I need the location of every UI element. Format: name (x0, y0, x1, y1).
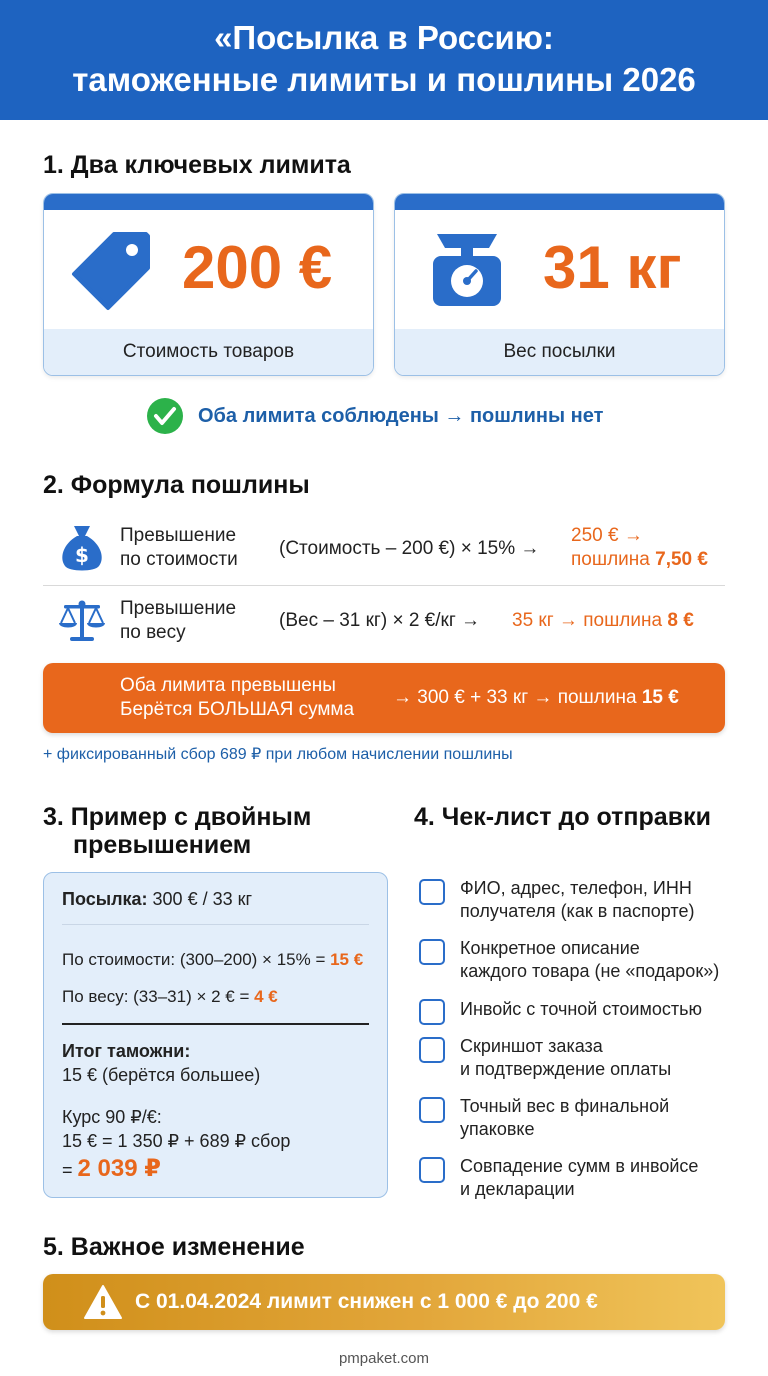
by-weight-line (62, 985, 278, 1009)
both-result-prefix: → 300 € + 33 кг → пошлина (393, 687, 642, 708)
checklist-item-text: Конкретное описание каждого товара (не «подарок») (460, 938, 720, 981)
checklist-item-text: Точный вес в финальной упаковке (460, 1096, 670, 1139)
rate-line: Курс 90 ₽/€: (62, 1107, 162, 1127)
section2-title: 2. Формула пошлины (43, 471, 310, 499)
example-box (43, 872, 388, 1198)
card-top-bar (395, 194, 724, 210)
svg-text:$: $ (75, 543, 89, 567)
weight-limit-card (394, 193, 725, 376)
equals-sign: = (62, 1160, 78, 1180)
checkbox[interactable] (419, 1157, 445, 1183)
price-tag-icon (70, 228, 154, 312)
example-divider (62, 924, 369, 925)
value-formula: (Стоимость – 200 €) × 15% → (279, 538, 540, 559)
checkbox[interactable] (419, 1097, 445, 1123)
both-exceeded-line2: Берётся БОЛЬШАЯ сумма (120, 699, 355, 720)
checklist-item-text: Скриншот заказа и подтверждение оплаты (460, 1036, 672, 1079)
money-bag-icon (59, 522, 105, 574)
grand-total: 2 039 ₽ (77, 1155, 161, 1182)
by-value-line (62, 948, 363, 972)
by-weight-result: 4 € (254, 987, 278, 1006)
card-top-bar (44, 194, 373, 210)
both-exceeded-result (393, 686, 679, 710)
checkbox[interactable] (419, 999, 445, 1025)
checklist-item-text: Инвойс с точной стоимостью (460, 999, 702, 1019)
weight-formula: (Вес – 31 кг) × 2 €/кг → (279, 610, 481, 631)
by-value-result: 15 € (330, 950, 364, 969)
fee-note: + фиксированный сбор 689 ₽ при любом начислении пошлины (43, 746, 513, 763)
page-title-line2: таможенные лимиты и пошлины 2026 (72, 61, 696, 98)
value-result-amount: 7,50 € (655, 549, 708, 570)
section1-title: 1. Два ключевых лимита (43, 151, 351, 179)
row-label-line2: по весу (120, 622, 186, 643)
value-limit-card (43, 193, 374, 376)
section3-title-line2: превышением (73, 831, 252, 859)
example-total-divider (62, 1023, 369, 1025)
checkbox[interactable] (419, 1037, 445, 1063)
value-result-line2 (571, 548, 708, 572)
balance-scale-icon (58, 599, 106, 643)
parcel-value: 300 € / 33 кг (147, 889, 253, 909)
both-exceeded-banner (43, 663, 725, 733)
weight-limit-label: Вес посылки (395, 329, 724, 375)
total-value: 15 € (берётся большее) (62, 1065, 261, 1085)
row-label-line1: Превышение (120, 525, 237, 546)
value-result-line1: 250 € → (571, 525, 643, 546)
row-label-line1: Превышение (120, 598, 237, 619)
weight-result-prefix: 35 кг → пошлина (512, 610, 668, 631)
checkbox[interactable] (419, 939, 445, 965)
row-label-line2: по стоимости (120, 549, 238, 570)
weight-limit: 31 кг (543, 234, 682, 301)
page-title-line1: «Посылка в Россию: (214, 19, 554, 56)
page-header (0, 0, 768, 120)
value-limit-label: Стоимость товаров (44, 329, 373, 375)
total-label: Итог таможни: (62, 1041, 191, 1061)
checkbox[interactable] (419, 879, 445, 905)
value-limit: 200 € (182, 234, 333, 301)
scale-icon (427, 226, 507, 310)
checklist-item-text: Совпадение сумм в инвойсе и декларации (460, 1156, 699, 1199)
by-value-text: По стоимости: (300–200) × 15% = (62, 950, 331, 969)
section4-title: 4. Чек-лист до отправки (414, 803, 711, 831)
ok-note (146, 398, 603, 434)
value-result-prefix: пошлина (571, 549, 656, 570)
ok-note-text: Оба лимита соблюдены → пошлины нет (198, 404, 604, 427)
weight-result (512, 609, 694, 633)
parcel-label: Посылка: (62, 889, 148, 909)
grand-total-line (62, 1154, 161, 1185)
calc-line: 15 € = 1 350 ₽ + 689 ₽ сбор (62, 1131, 291, 1151)
formula-row-value (43, 520, 725, 580)
warning-text: С 01.04.2024 лимит снижен с 1 000 € до 200 € (135, 1290, 598, 1313)
formula-divider (43, 585, 725, 586)
checklist-item-text: ФИО, адрес, телефон, ИНН получателя (как в паспорте) (460, 878, 695, 921)
footer-site: pmpaket.com (338, 1350, 430, 1367)
formula-row-weight (43, 595, 725, 650)
check-circle-icon (146, 397, 184, 435)
section3-title-line1: 3. Пример с двойным (43, 803, 312, 831)
section5-title: 5. Важное изменение (43, 1233, 305, 1261)
both-exceeded-line1: Оба лимита превышены (120, 675, 336, 696)
by-weight-text: По весу: (33–31) × 2 € = (62, 987, 255, 1006)
both-result-amount: 15 € (641, 687, 679, 708)
parcel-line (62, 887, 252, 911)
warning-icon (83, 1284, 123, 1320)
warning-banner (43, 1274, 725, 1330)
weight-result-amount: 8 € (667, 610, 694, 631)
